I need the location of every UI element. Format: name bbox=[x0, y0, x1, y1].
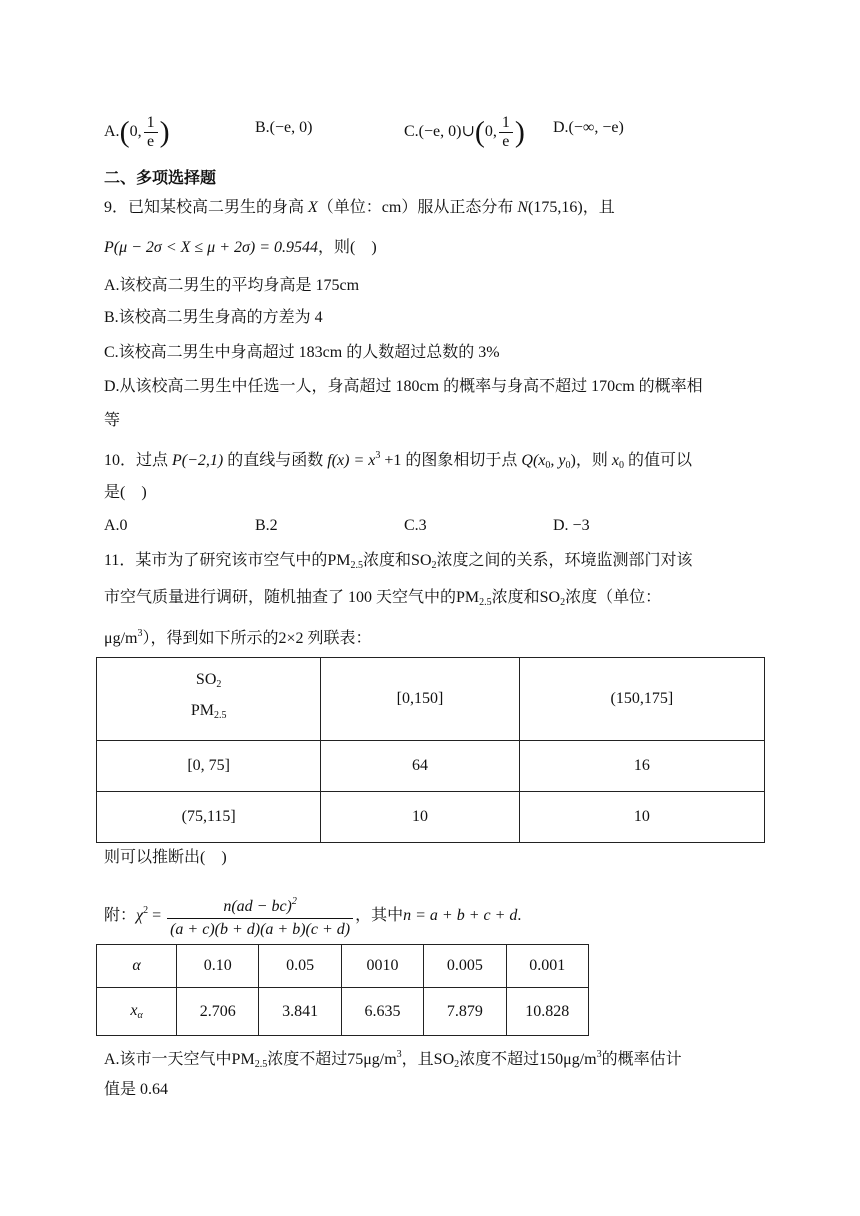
q10-option-b: B.2 bbox=[255, 517, 278, 534]
text: 的概率估计 bbox=[601, 1051, 682, 1068]
table-header-row bbox=[97, 658, 765, 741]
text: ，则( ) bbox=[318, 239, 377, 256]
text: . bbox=[517, 907, 522, 924]
text: 的值可以 bbox=[623, 452, 692, 469]
text: 浓度不超过75μg/m bbox=[267, 1051, 397, 1068]
q10-option-c: C.3 bbox=[404, 517, 427, 534]
variable-x: X bbox=[308, 199, 318, 216]
table-cell: 10 bbox=[321, 792, 519, 843]
point-q-mid: , y bbox=[550, 452, 566, 469]
contingency-table bbox=[96, 657, 765, 843]
table-cell: 16 bbox=[519, 741, 764, 792]
text: 浓度（单位： bbox=[565, 589, 662, 606]
point-p: P(−2,1) bbox=[172, 452, 224, 469]
subscript: 2.5 bbox=[350, 560, 364, 571]
header-pm bbox=[97, 697, 320, 730]
table-cell: 0.001 bbox=[506, 945, 589, 988]
paren-open: ( bbox=[474, 115, 485, 149]
text: 浓度和SO bbox=[363, 552, 432, 569]
subscript: 0 bbox=[565, 460, 571, 471]
text: μg/m bbox=[104, 630, 138, 647]
q11-stem-line3 bbox=[104, 622, 372, 651]
q11-stem-line1 bbox=[104, 549, 693, 578]
text: 市空气质量进行调研，随机抽查了 100 天空气中的PM bbox=[104, 589, 480, 606]
fraction bbox=[144, 114, 158, 151]
q9-option-c: C.该校高二男生中身高超过 183cm 的人数超过总数的 3% bbox=[104, 344, 500, 361]
text: ，且 bbox=[582, 199, 615, 216]
paren-close: ) bbox=[514, 115, 525, 149]
table-cell: 0.10 bbox=[177, 945, 259, 988]
q10-stem-line2: 是( ) bbox=[104, 484, 147, 501]
equals: = bbox=[148, 907, 166, 924]
text: 11．某市为了研究该市空气中的PM bbox=[104, 552, 351, 569]
q9-option-b: B.该校高二男生身高的方差为 4 bbox=[104, 309, 323, 326]
q11-stem-line2 bbox=[104, 586, 661, 615]
text: ，则 bbox=[575, 452, 612, 469]
superscript: 3 bbox=[596, 1049, 602, 1060]
text: A.该市一天空气中PM bbox=[104, 1051, 255, 1068]
exponent: 3 bbox=[375, 450, 381, 461]
header-pm-text: PM bbox=[190, 702, 214, 719]
table-cell: 10 bbox=[519, 792, 764, 843]
superscript: 2 bbox=[143, 905, 149, 916]
option-label: C.(−e, 0)∪ bbox=[404, 123, 475, 141]
q8-option-d: D.(−∞, −e) bbox=[553, 119, 624, 136]
subscript: 2.5 bbox=[213, 710, 227, 721]
table-row bbox=[97, 741, 765, 792]
q8-option-c bbox=[404, 114, 525, 151]
numerator-text: n(ad − bc) bbox=[223, 898, 292, 916]
q11-option-a-line2: 值是 0.64 bbox=[104, 1081, 169, 1098]
subscript: 0 bbox=[618, 460, 624, 471]
q8-option-b: B.(−e, 0) bbox=[255, 119, 313, 136]
subscript: 0 bbox=[545, 460, 551, 471]
fraction bbox=[499, 114, 513, 151]
table-corner-header bbox=[97, 658, 321, 741]
subscript: α bbox=[137, 1010, 143, 1021]
header-so2 bbox=[97, 668, 320, 697]
q9-stem-line2 bbox=[104, 236, 377, 260]
table-row-label: [0, 75] bbox=[97, 741, 321, 792]
superscript: 2 bbox=[291, 896, 297, 908]
fraction bbox=[167, 891, 353, 941]
variable-n: N bbox=[517, 199, 529, 216]
chi-symbol: χ bbox=[136, 907, 144, 924]
n-definition: n = a + b + c + d bbox=[403, 907, 518, 924]
subscript: 2 bbox=[431, 560, 437, 571]
function-expression: f(x) = x bbox=[327, 452, 376, 469]
paren-close: ) bbox=[159, 115, 170, 149]
fraction-denominator: e bbox=[147, 133, 155, 150]
text: ，且SO bbox=[401, 1051, 455, 1068]
text: 的图象相切于点 bbox=[401, 452, 522, 469]
q8-option-a bbox=[104, 114, 170, 151]
text: ，其中 bbox=[355, 907, 404, 924]
text: 9．已知某校高二男生的身高 bbox=[104, 199, 309, 216]
table-cell: 7.879 bbox=[424, 988, 506, 1036]
table-row-label: (75,115] bbox=[97, 792, 321, 843]
text: 浓度之间的关系，环境监测部门对该 bbox=[436, 552, 693, 569]
text: 的直线与函数 bbox=[223, 452, 328, 469]
table-row bbox=[97, 792, 765, 843]
fraction-numerator bbox=[167, 891, 353, 919]
fraction-denominator: (a + c)(b + d)(a + b)(c + d) bbox=[170, 921, 351, 939]
paren-open: ( bbox=[119, 115, 130, 149]
section-heading: 二、多项选择题 bbox=[104, 168, 217, 187]
fraction-numerator: 1 bbox=[499, 114, 513, 133]
q9-option-d-line2: 等 bbox=[104, 412, 121, 429]
interval-left: 0, bbox=[484, 123, 497, 141]
subscript: 2.5 bbox=[254, 1059, 268, 1070]
q11-option-a-line1 bbox=[104, 1043, 682, 1077]
variable-x0: x bbox=[611, 452, 619, 469]
table-col-header: [0,150] bbox=[321, 658, 519, 741]
option-label: A. bbox=[104, 123, 120, 141]
point-q: Q(x bbox=[521, 452, 546, 469]
text: ），得到如下所示的2×2 列联表： bbox=[142, 630, 372, 647]
q10-option-d: D. −3 bbox=[553, 517, 590, 534]
table-cell: 6.635 bbox=[341, 988, 423, 1036]
subscript: 2 bbox=[454, 1059, 460, 1070]
table-cell: 0.05 bbox=[259, 945, 341, 988]
text: 浓度不超过150μg/m bbox=[459, 1051, 597, 1068]
q9-stem-line1 bbox=[104, 196, 615, 220]
subscript: 2 bbox=[216, 679, 222, 690]
chi-square-formula bbox=[104, 888, 521, 941]
label-text: x bbox=[130, 1002, 138, 1019]
critical-value-table bbox=[96, 944, 589, 1036]
text: （单位：cm）服从正态分布 bbox=[317, 199, 518, 216]
subscript: 2.5 bbox=[479, 597, 492, 608]
text: 附： bbox=[104, 907, 137, 924]
table-row-label: α bbox=[97, 945, 177, 988]
table-cell: 3.841 bbox=[259, 988, 341, 1036]
text: 10．过点 bbox=[104, 452, 173, 469]
probability-expression: P(μ − 2σ < X ≤ μ + 2σ) = 0.9544 bbox=[104, 239, 319, 256]
text: 浓度和SO bbox=[491, 589, 561, 606]
distribution-params: (175,16) bbox=[528, 199, 583, 216]
function-constant: +1 bbox=[380, 452, 402, 469]
fraction-denominator: e bbox=[502, 133, 510, 150]
table-cell: 0010 bbox=[341, 945, 423, 988]
q10-option-a: A.0 bbox=[104, 517, 128, 534]
subscript: 2 bbox=[560, 597, 566, 608]
table-col-header: (150,175] bbox=[519, 658, 764, 741]
paren-close: ) bbox=[570, 452, 576, 469]
table-cell: 64 bbox=[321, 741, 519, 792]
table-row bbox=[97, 988, 589, 1036]
superscript: 3 bbox=[396, 1049, 402, 1060]
table-row bbox=[97, 945, 589, 988]
table-cell: 2.706 bbox=[177, 988, 259, 1036]
fraction-numerator: 1 bbox=[144, 114, 158, 133]
q9-option-d-line1: D.从该校高二男生中任选一人，身高超过 180cm 的概率与身高不超过 170cm 的概率相 bbox=[104, 378, 703, 395]
interval-left: 0, bbox=[129, 123, 142, 141]
q11-infer: 则可以推断出( ) bbox=[104, 849, 227, 866]
header-so2-text: SO bbox=[195, 671, 217, 688]
q9-option-a: A.该校高二男生的平均身高是 175cm bbox=[104, 277, 360, 294]
table-cell: 10.828 bbox=[506, 988, 589, 1036]
q10-stem-line1 bbox=[104, 444, 692, 478]
table-cell: 0.005 bbox=[424, 945, 506, 988]
superscript: 3 bbox=[137, 628, 143, 639]
table-row-label bbox=[97, 988, 177, 1036]
